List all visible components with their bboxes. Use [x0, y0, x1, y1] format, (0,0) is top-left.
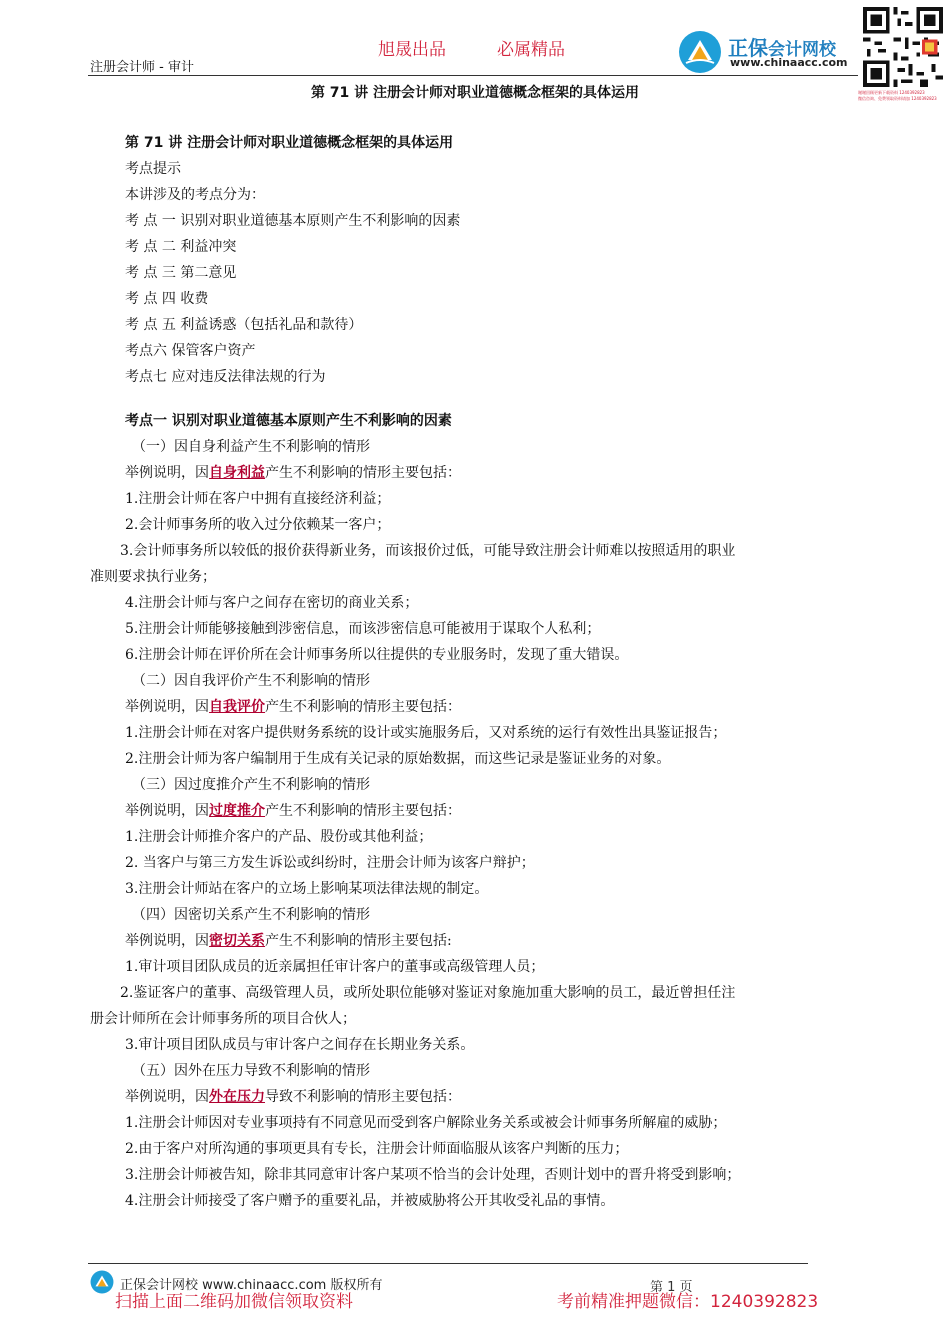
- keyword-highlight: 自身利益: [209, 465, 265, 481]
- tips-label: 考点提示: [125, 161, 181, 177]
- example-intro: [90, 1084, 865, 1110]
- list-item: 1.注册会计师在客户中拥有直接经济利益；: [125, 491, 391, 507]
- list-item: 3.审计项目团队成员与审计客户之间存在长期业务关系。: [125, 1037, 475, 1053]
- list-item: 2.注册会计师为客户编制用于生成有关记录的原始数据，而这些记录是鉴证业务的对象。: [125, 751, 671, 767]
- footer-divider: [88, 1263, 808, 1264]
- example-suffix: 产生不利影响的情形主要包括：: [265, 803, 461, 819]
- header-subject: 注册会计师 - 审计: [90, 60, 194, 75]
- intro-text: 本讲涉及的考点分为：: [125, 187, 265, 203]
- list-item: 3.注册会计师站在客户的立场上影响某项法律法规的制定。: [125, 881, 489, 897]
- header-promo-right: 必属精品: [497, 40, 565, 60]
- brand-name-part1: 正保: [728, 36, 768, 60]
- keyword-highlight: 外在压力: [209, 1089, 265, 1105]
- section-heading: 考点一 识别对职业道德基本原则产生不利影响的因素: [125, 413, 452, 429]
- list-item: 2.鉴证客户的董事、高级管理人员，或所处职位能够对鉴证对象施加重大影响的员工，最近曾担任注: [120, 985, 736, 1001]
- topic-item: 考点六 保管客户资产: [125, 343, 256, 359]
- qr-code-icon: [863, 6, 943, 88]
- example-intro: [90, 460, 865, 486]
- example-suffix: 产生不利影响的情形主要包括:: [265, 933, 452, 949]
- header-divider: [88, 75, 858, 76]
- list-item: 6.注册会计师在评价所在会计师事务所以往提供的专业服务时，发现了重大错误。: [125, 647, 629, 663]
- list-item: 4.注册会计师与客户之间存在密切的商业关系；: [125, 595, 419, 611]
- spacer: [90, 390, 865, 408]
- list-item: 1.审计项目团队成员的近亲属担任审计客户的董事或高级管理人员；: [125, 959, 545, 975]
- keyword-highlight: 自我评价: [209, 699, 265, 715]
- list-item: 2. 当客户与第三方发生诉讼或纠纷时，注册会计师为该客户辩护；: [125, 855, 535, 871]
- example-intro: [90, 694, 865, 720]
- subsection-title: （三）因过度推介产生不利影响的情形: [132, 777, 370, 793]
- qr-caption-line-1: 谢谢回顾更新下载资料 1240392823: [858, 90, 925, 95]
- header-promo-left: 旭晟出品: [378, 40, 446, 60]
- subsection-title: （四）因密切关系产生不利影响的情形: [132, 907, 370, 923]
- example-prefix: 举例说明，因: [125, 699, 209, 715]
- example-intro: [90, 798, 865, 824]
- list-item: 4.注册会计师接受了客户赠予的重要礼品，并被威胁将公开其收受礼品的事情。: [125, 1193, 615, 1209]
- subsection-title: （五）因外在压力导致不利影响的情形: [132, 1063, 370, 1079]
- list-item: 3.注册会计师被告知，除非其同意审计客户某项不恰当的会计处理，否则计划中的晋升将受到影响；: [125, 1167, 741, 1183]
- brand-url: www.chinaacc.com: [730, 56, 848, 69]
- brand-logo: [678, 30, 858, 74]
- list-item: 5.注册会计师能够接触到涉密信息，而该涉密信息可能被用于谋取个人私利；: [125, 621, 601, 637]
- list-item: 1.注册会计师因对专业事项持有不同意见而受到客户解除业务关系或被会计师事务所解雇的威胁；: [125, 1115, 727, 1131]
- brand-logo-icon: [678, 30, 722, 74]
- topic-item: 考点七 应对违反法律法规的行为: [125, 369, 326, 385]
- brand-name-part2: 会计网校: [768, 40, 836, 60]
- footer-copyright: 正保会计网校 www.chinaacc.com 版权所有: [120, 1278, 383, 1293]
- footer-promo-left: 扫描上面二维码加微信领取资料: [115, 1292, 353, 1312]
- subsection-title: （一）因自身利益产生不利影响的情形: [132, 439, 370, 455]
- example-suffix: 产生不利影响的情形主要包括：: [265, 465, 461, 481]
- keyword-highlight: 过度推介: [209, 803, 265, 819]
- list-item-continued: 册会计师所在会计师事务所的项目合伙人；: [90, 1011, 356, 1027]
- lecture-heading: 第 71 讲 注册会计师对职业道德概念框架的具体运用: [125, 135, 454, 151]
- list-item: 1.注册会计师在对客户提供财务系统的设计或实施服务后，又对系统的运行有效性出具鉴证报告；: [125, 725, 727, 741]
- topic-item: 考 点 五 利益诱惑（包括礼品和款待）: [125, 317, 363, 333]
- footer-promo-right: 考前精准押题微信：1240392823: [557, 1292, 819, 1312]
- footer-logo-icon: [90, 1270, 114, 1294]
- topic-item: 考 点 三 第二意见: [125, 265, 237, 281]
- keyword-highlight: 密切关系: [209, 933, 265, 949]
- example-suffix: 产生不利影响的情形主要包括：: [265, 699, 461, 715]
- example-prefix: 举例说明，因: [125, 1089, 209, 1105]
- list-item: 1.注册会计师推介客户的产品、股份或其他利益；: [125, 829, 433, 845]
- subsection-title: （二）因自我评价产生不利影响的情形: [132, 673, 370, 689]
- topic-item: 考 点 四 收费: [125, 291, 209, 307]
- topic-item: 考 点 二 利益冲突: [125, 239, 237, 255]
- topic-item: 考 点 一 识别对职业道德基本原则产生不利影响的因素: [125, 213, 461, 229]
- list-item: 3.会计师事务所以较低的报价获得新业务，而该报价过低，可能导致注册会计师难以按照适用的职业: [120, 543, 736, 559]
- document-body: [90, 130, 865, 1214]
- list-item: 2.由于客户对所沟通的事项更具有专长，注册会计师面临服从该客户判断的压力；: [125, 1141, 629, 1157]
- list-item-continued: 准则要求执行业务；: [90, 569, 216, 585]
- page-title: 第 71 讲 注册会计师对职业道德概念框架的具体运用: [310, 85, 640, 101]
- example-intro: [90, 928, 865, 954]
- example-prefix: 举例说明，因: [125, 465, 209, 481]
- example-prefix: 举例说明，因: [125, 933, 209, 949]
- example-prefix: 举例说明，因: [125, 803, 209, 819]
- qr-caption-line-2: 微信咨询、免费领取资料请加 1240392823: [858, 96, 937, 101]
- example-suffix: 导致不利影响的情形主要包括：: [265, 1089, 461, 1105]
- list-item: 2.会计师事务所的收入过分依赖某一客户；: [125, 517, 391, 533]
- page-number: 第 1 页: [650, 1280, 693, 1295]
